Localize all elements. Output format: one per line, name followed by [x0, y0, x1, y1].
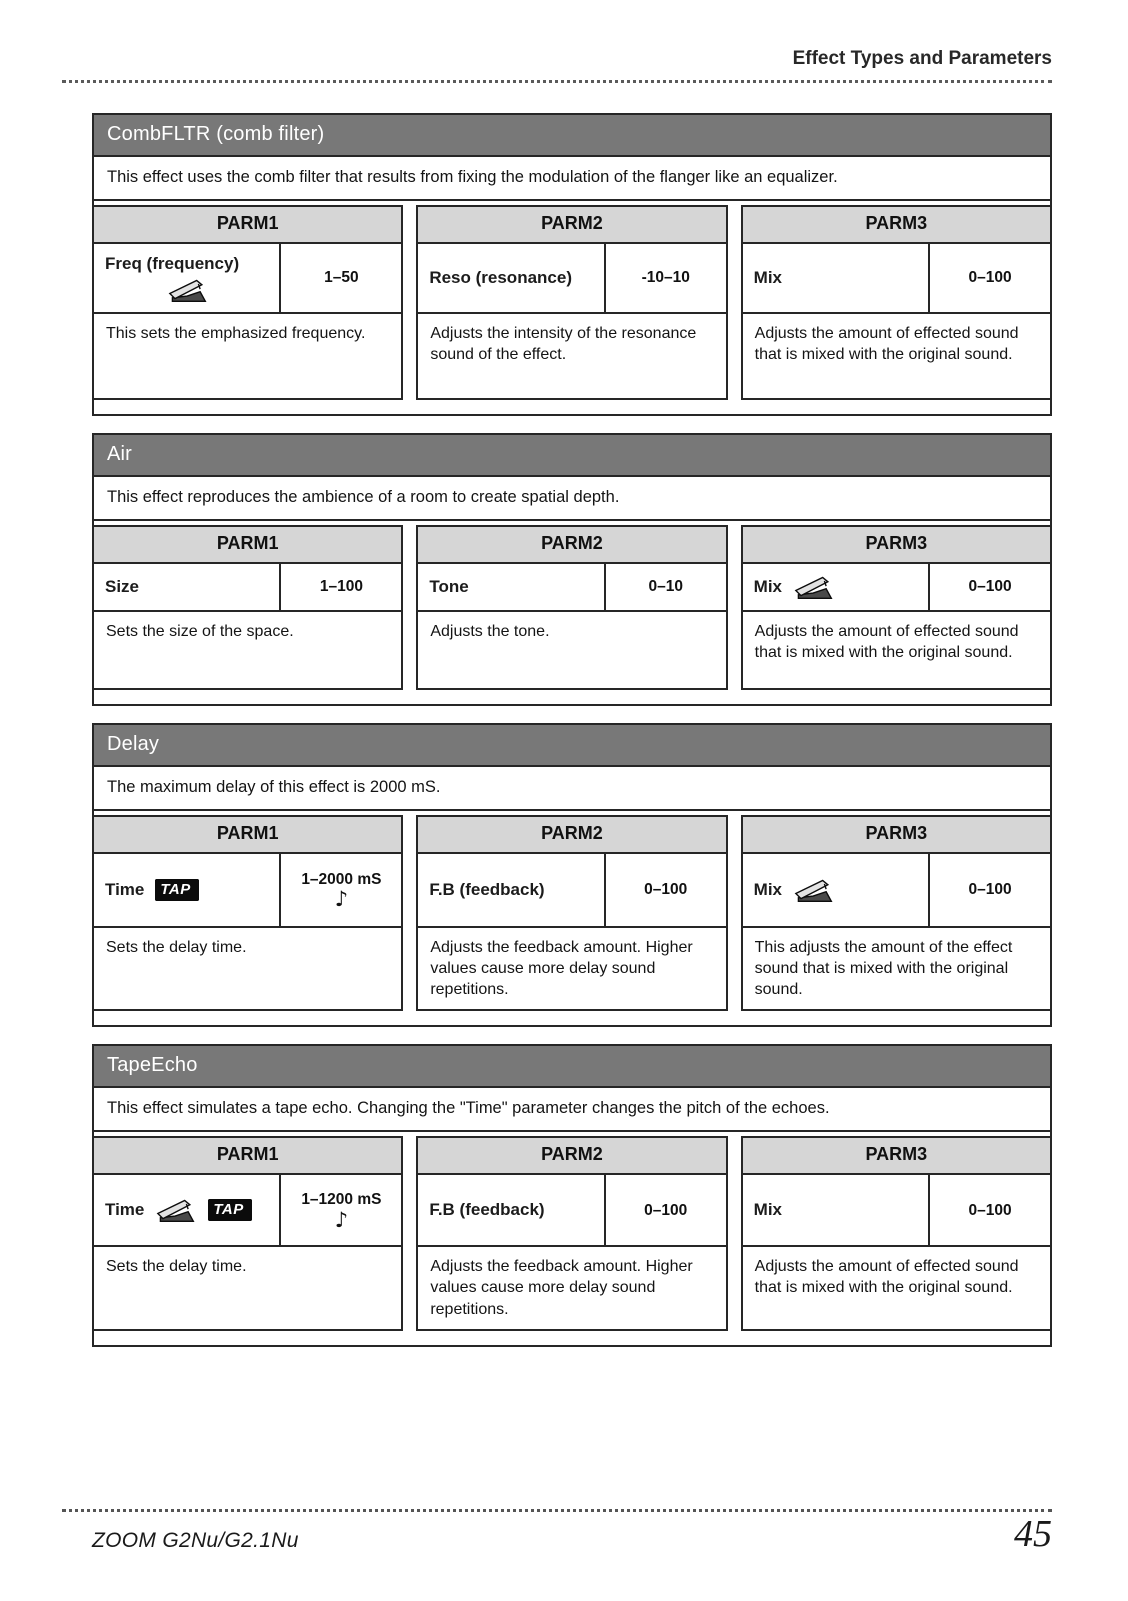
tap-badge: TAP	[208, 1199, 251, 1221]
parm-header: PARM1	[94, 207, 401, 244]
expression-pedal-icon	[793, 877, 835, 903]
parm-name-cell	[743, 564, 930, 610]
effect-section	[92, 113, 1052, 416]
parm-description: Adjusts the amount of effected sound that is mixed with the original sound.	[754, 1258, 1019, 1297]
parm-name: Mix	[753, 880, 782, 899]
parm-range-cell	[606, 1175, 726, 1245]
parm-range-value: 0–100	[644, 1201, 688, 1219]
parm-main-row	[418, 854, 725, 928]
parm-range-value: 0–100	[644, 881, 688, 899]
parm-range-cell	[606, 564, 726, 610]
parm-table	[92, 525, 403, 690]
parm-range-value: -10–10	[641, 269, 690, 287]
parm-header: PARM1	[94, 1138, 401, 1175]
parm-main-row	[418, 244, 725, 314]
parm-name-line	[754, 877, 920, 903]
parm-name: Size	[105, 577, 140, 596]
parm-main-row	[94, 244, 401, 314]
parm-header: PARM3	[743, 1138, 1050, 1175]
parm-description: Adjusts the amount of effected sound that is mixed with the original sound.	[754, 623, 1019, 662]
parm-table	[92, 1136, 403, 1330]
parm-table	[741, 525, 1052, 690]
parm-range-cell	[281, 1175, 401, 1245]
parm-main-row	[743, 1175, 1050, 1247]
parm-range-cell	[930, 564, 1050, 610]
parm-name-cell	[418, 564, 605, 610]
parm-main-row	[743, 564, 1050, 612]
parm-range-value: 1–50	[324, 269, 359, 287]
parm-name: Mix	[753, 268, 782, 287]
parm-name: Reso (resonance)	[429, 268, 572, 287]
parm-description: This sets the emphasized frequency.	[106, 325, 366, 342]
parm-name-cell	[418, 1175, 605, 1245]
parm-name-line	[429, 880, 595, 900]
parm-name-line	[429, 1200, 595, 1220]
parm-row	[92, 815, 1052, 1025]
expression-pedal-icon	[793, 574, 835, 600]
parm-name-line	[754, 268, 920, 288]
parm-header: PARM3	[743, 527, 1050, 564]
parm-main-row	[94, 854, 401, 928]
parm-row	[92, 525, 1052, 704]
parm-name-line	[105, 254, 271, 274]
parm-name-line	[429, 577, 595, 597]
parm-range-cell	[606, 244, 726, 312]
parm-name: F.B (feedback)	[429, 1200, 545, 1220]
parm-description: Sets the size of the space.	[106, 623, 294, 640]
parm-name-cell	[94, 1175, 281, 1245]
parm-main-row	[743, 244, 1050, 314]
effect-section	[92, 723, 1052, 1027]
parm-name-line	[754, 574, 920, 600]
parm-range-cell	[930, 854, 1050, 926]
parm-row	[92, 1136, 1052, 1344]
tap-badge: TAP	[155, 879, 198, 901]
parm-table	[92, 815, 403, 1011]
parm-description: Adjusts the intensity of the resonance sound of the effect.	[430, 325, 697, 364]
parm-name-line	[754, 1200, 920, 1220]
parm-name-cell	[418, 244, 605, 312]
section-description: The maximum delay of this effect is 2000 mS.	[94, 767, 1050, 811]
effect-section	[92, 1044, 1052, 1346]
parm-name-cell	[743, 854, 930, 926]
parm-description: Sets the delay time.	[106, 1258, 247, 1276]
parm-range-cell	[930, 1175, 1050, 1245]
parm-table	[416, 205, 727, 400]
parm-table	[92, 205, 403, 400]
parm-description: Adjusts the feedback amount. Higher values cause more delay sound repetitions.	[430, 1258, 693, 1318]
parm-description: Adjusts the amount of effected sound that is mixed with the original sound.	[754, 325, 1019, 364]
parm-name: Mix	[753, 577, 782, 596]
section-description: This effect reproduces the ambience of a room to create spatial depth.	[94, 477, 1050, 521]
parm-main-row	[94, 1175, 401, 1247]
parm-range-cell	[606, 854, 726, 926]
parm-name: Time	[105, 880, 145, 899]
parm-range-value: 0–10	[648, 578, 683, 596]
parm-main-row	[743, 854, 1050, 928]
footer-brand: ZOOM G2Nu/G2.1Nu	[92, 1529, 299, 1552]
parm-header: PARM1	[94, 527, 401, 564]
parm-header: PARM2	[418, 207, 725, 244]
parm-table	[741, 815, 1052, 1011]
parm-table	[416, 815, 727, 1011]
parm-main-row	[94, 564, 401, 612]
parm-name: Tone	[429, 577, 469, 596]
parm-name-cell	[743, 1175, 930, 1245]
parm-description: This adjusts the amount of the effect sound that is mixed with the original sound.	[754, 939, 1013, 999]
parm-name-line	[429, 268, 595, 288]
parm-icons-below	[105, 277, 271, 303]
section-title: CombFLTR (comb filter)	[94, 115, 1050, 157]
expression-pedal-icon	[167, 277, 209, 303]
parm-name-cell	[743, 244, 930, 312]
sections	[92, 113, 1052, 1364]
section-title: Delay	[94, 725, 1050, 767]
parm-range-value: 1–100	[319, 578, 363, 596]
parm-name: F.B (feedback)	[429, 880, 545, 899]
parm-range-cell	[281, 244, 401, 312]
parm-header: PARM2	[418, 527, 725, 564]
parm-range-cell	[281, 854, 401, 926]
parm-name-line	[105, 1197, 271, 1223]
parm-name: Time	[105, 1200, 145, 1220]
parm-range-cell	[930, 244, 1050, 312]
parm-description: Sets the delay time.	[106, 939, 247, 956]
parm-range-cell	[281, 564, 401, 610]
parm-row	[92, 205, 1052, 414]
section-title: Air	[94, 435, 1050, 477]
parm-name-line	[105, 577, 271, 597]
parm-range-value: 0–100	[968, 578, 1012, 596]
parm-name-line	[105, 879, 271, 901]
parm-name-cell	[94, 244, 281, 312]
parm-range-value: 0–100	[968, 881, 1012, 899]
page-number: 45	[1014, 1513, 1052, 1555]
eighth-note-icon: ♪	[334, 887, 349, 912]
parm-range-value: 1–1200 mS	[301, 1191, 382, 1209]
section-description: This effect simulates a tape echo. Changing the "Time" parameter changes the pitch of the echoes.	[94, 1088, 1050, 1132]
parm-header: PARM3	[743, 817, 1050, 854]
parm-name-cell	[418, 854, 605, 926]
effect-section	[92, 433, 1052, 706]
parm-range-value: 1–2000 mS	[301, 870, 382, 888]
parm-name: Mix	[753, 1200, 782, 1220]
parm-header: PARM2	[418, 1138, 725, 1175]
expression-pedal-icon	[155, 1197, 197, 1223]
parm-table	[741, 1136, 1052, 1330]
parm-table	[416, 1136, 727, 1330]
parm-range-value: 0–100	[968, 1201, 1012, 1219]
section-description: This effect uses the comb filter that results from fixing the modulation of the flanger like an equalizer.	[94, 157, 1050, 201]
parm-name-cell	[94, 564, 281, 610]
parm-header: PARM1	[94, 817, 401, 854]
parm-header: PARM3	[743, 207, 1050, 244]
parm-description: Adjusts the tone.	[430, 623, 550, 640]
parm-main-row	[418, 564, 725, 612]
parm-main-row	[418, 1175, 725, 1247]
parm-range-value: 0–100	[968, 269, 1012, 287]
parm-name: Freq (frequency)	[105, 253, 240, 273]
parm-name-cell	[94, 854, 281, 926]
page-title: Effect Types and Parameters	[62, 48, 1052, 83]
section-title: TapeEcho	[94, 1046, 1050, 1088]
parm-table	[416, 525, 727, 690]
parm-header: PARM2	[418, 817, 725, 854]
parm-description: Adjusts the feedback amount. Higher values cause more delay sound repetitions.	[430, 939, 693, 999]
parm-table	[741, 205, 1052, 400]
eighth-note-icon: ♪	[334, 1207, 349, 1232]
